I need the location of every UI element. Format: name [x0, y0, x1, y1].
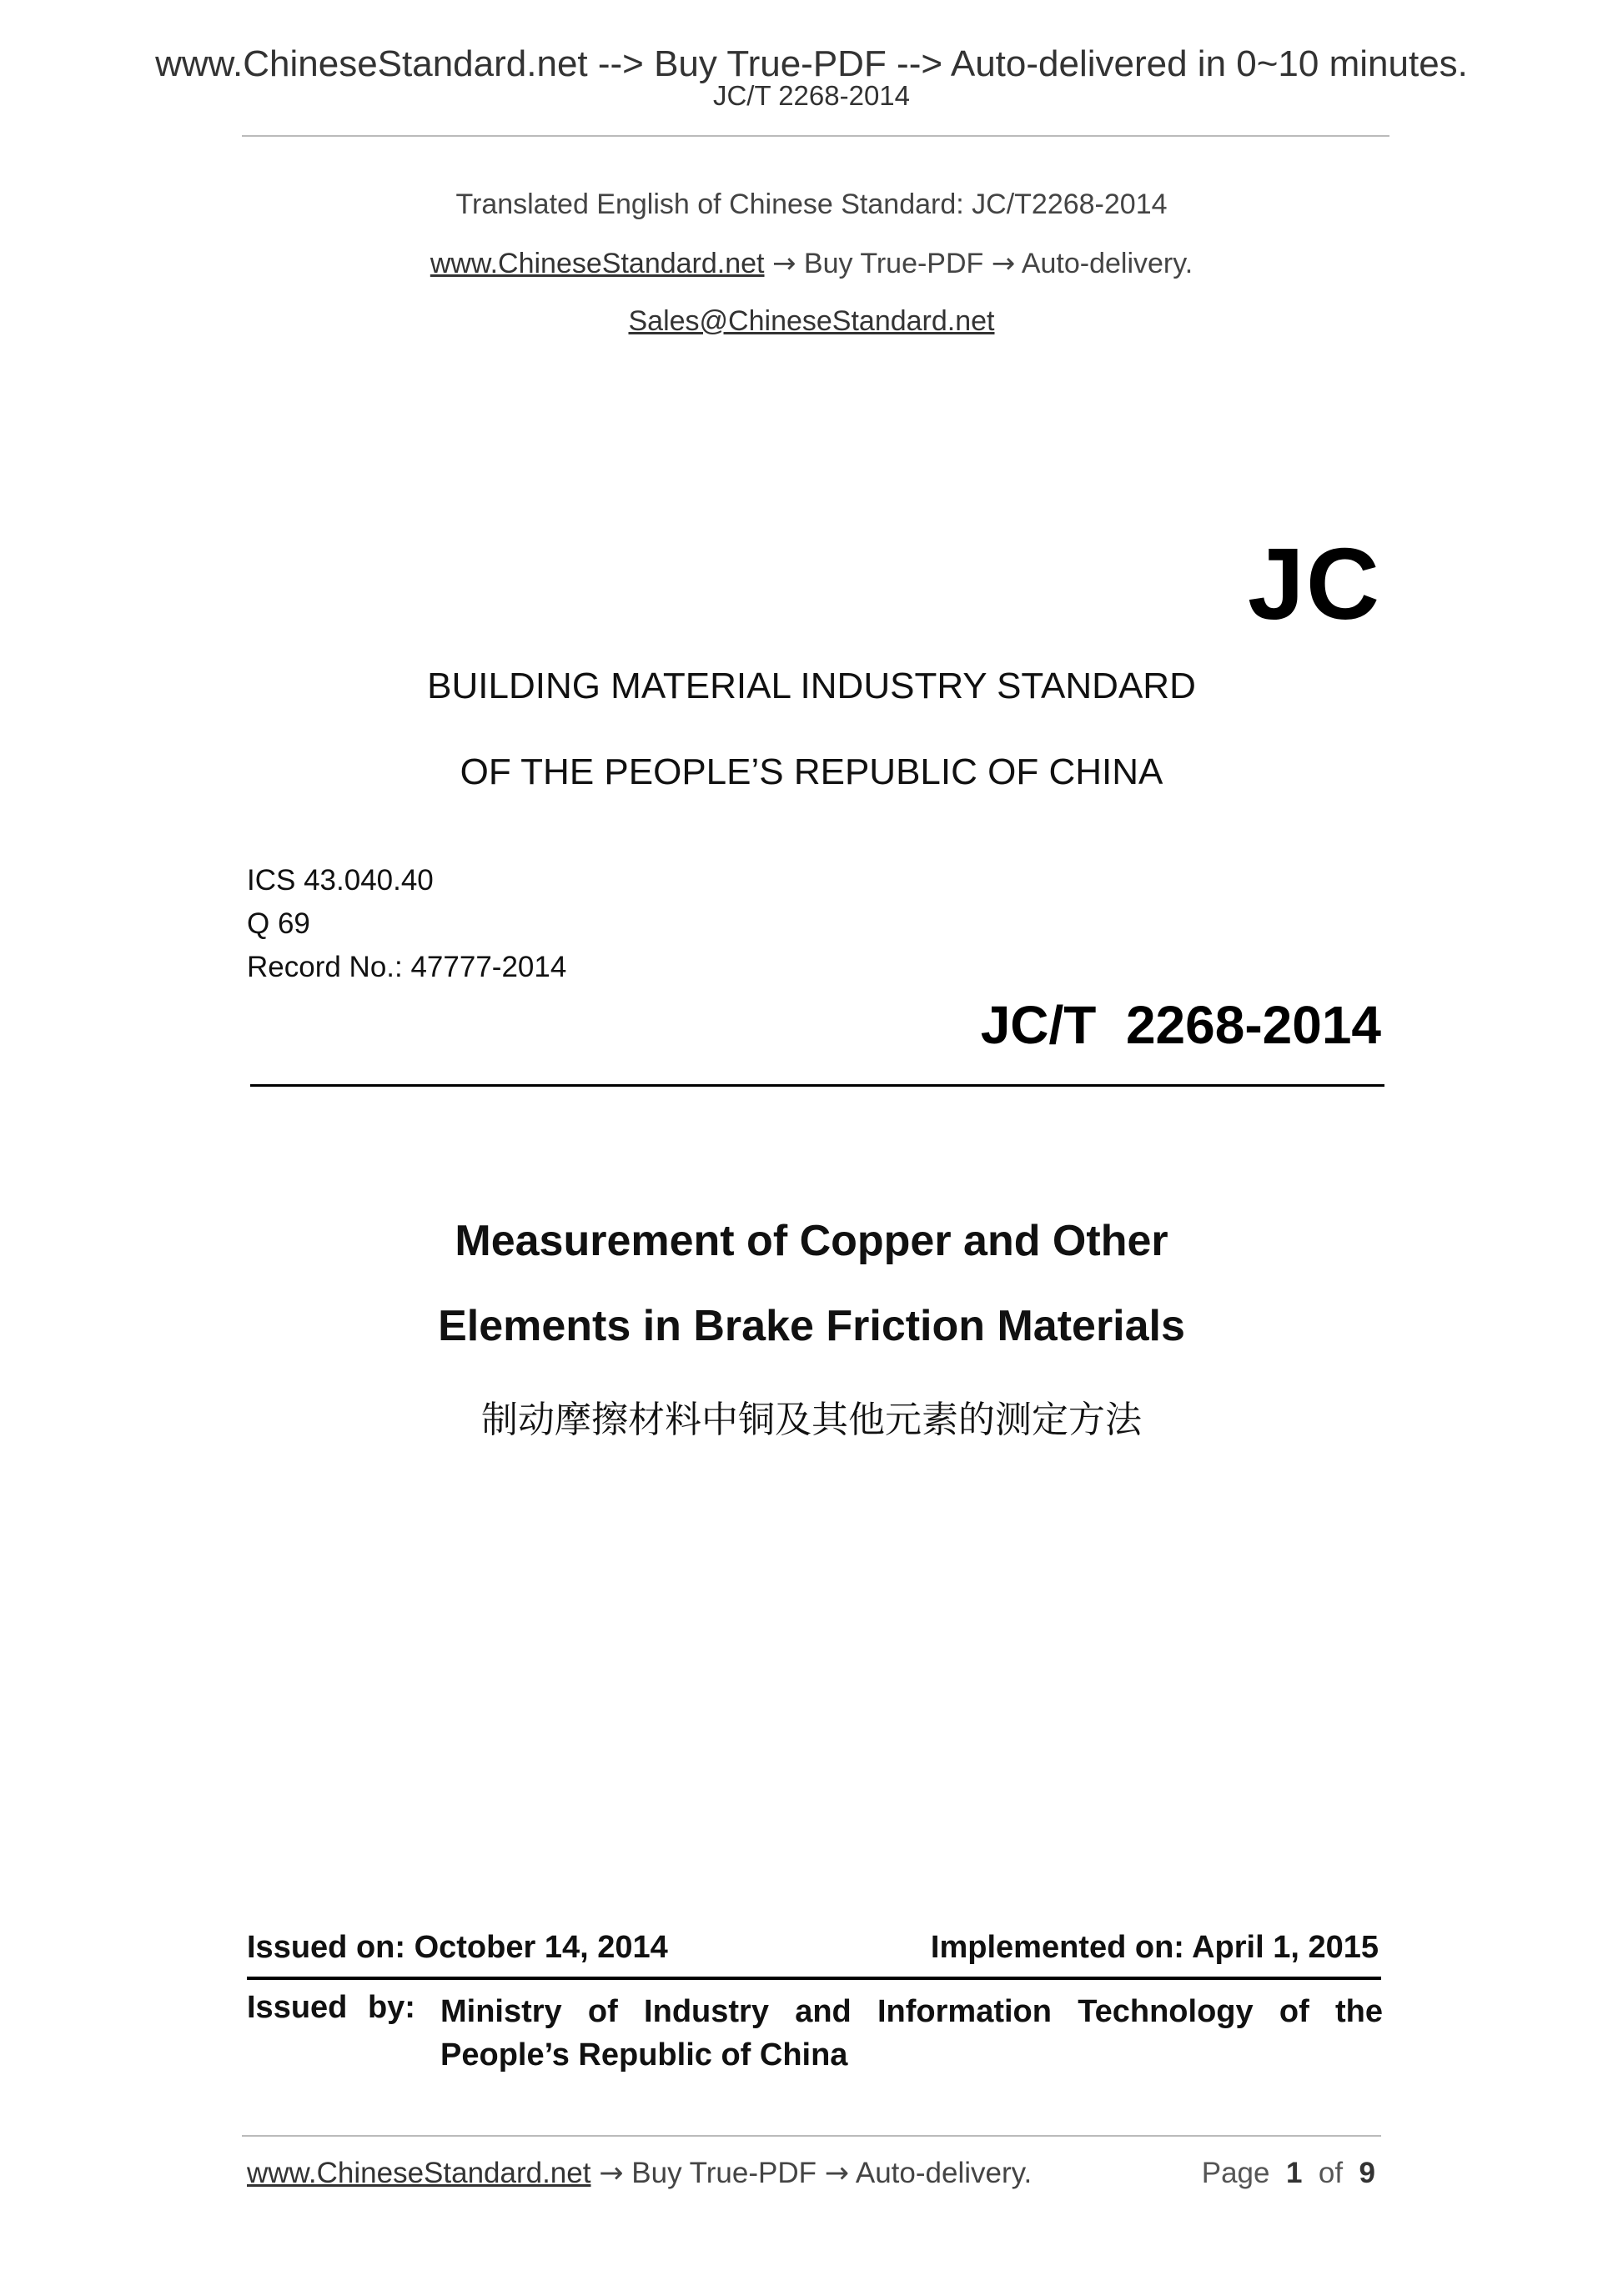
right-arrow-icon: → — [991, 247, 1016, 280]
buy-step: Buy True-PDF — [803, 248, 984, 279]
footer-website-link[interactable]: www.ChineseStandard.net — [247, 2157, 591, 2189]
record-number: Record No.: 47777-2014 — [247, 951, 567, 983]
issued-by-label: Issued by: — [247, 1990, 415, 2025]
buy-line — [0, 247, 1623, 280]
issue-divider — [247, 1977, 1381, 1980]
page-indicator — [1202, 2157, 1375, 2190]
ics-code: ICS 43.040.40 — [247, 864, 434, 897]
right-arrow-icon: → — [599, 2157, 624, 2190]
translated-title: Translated English of Chinese Standard: JC/T2268-2014 — [455, 188, 1168, 220]
page-current: 1 — [1285, 2157, 1303, 2189]
q-code: Q 69 — [247, 907, 310, 940]
title-divider — [250, 1084, 1384, 1087]
right-arrow-icon: → — [771, 247, 796, 280]
right-arrow-icon: → — [824, 2157, 850, 2190]
document-title-line1: Measurement of Copper and Other — [455, 1217, 1168, 1265]
issuing-authority: Ministry of Industry and Information Technology of the People’s Republic of China — [440, 1994, 1383, 2072]
document-title-line2: Elements in Brake Friction Materials — [438, 1302, 1185, 1350]
delivery-step: Auto-delivery. — [1021, 248, 1193, 279]
footer-buy-line — [247, 2157, 1032, 2190]
footer-delivery-step: Auto-delivery. — [855, 2157, 1033, 2189]
page-total: 9 — [1359, 2157, 1375, 2189]
footer-buy-step: Buy True-PDF — [631, 2157, 817, 2189]
document-title-chinese: 制动摩擦材料中铜及其他元素的测定方法 — [481, 1399, 1142, 1441]
jc-logo: JC — [1248, 527, 1381, 641]
issued-on-date: Issued on: October 14, 2014 — [247, 1930, 668, 1965]
sales-line — [0, 305, 1623, 338]
standard-type-line1: BUILDING MATERIAL INDUSTRY STANDARD — [427, 666, 1196, 706]
standard-type-line2: OF THE PEOPLE’S REPUBLIC OF CHINA — [460, 751, 1163, 792]
sales-email-link[interactable]: Sales@ChineseStandard.net — [628, 305, 995, 337]
header-divider — [242, 135, 1389, 137]
footer-divider — [242, 2135, 1381, 2137]
page-of: of — [1318, 2157, 1344, 2189]
page-label: Page — [1201, 2157, 1270, 2189]
website-link[interactable]: www.ChineseStandard.net — [430, 248, 765, 279]
header-standard-code: JC/T 2268-2014 — [712, 80, 911, 111]
implemented-on-date: Implemented on: April 1, 2015 — [930, 1930, 1379, 1965]
top-banner: www.ChineseStandard.net --> Buy True-PDF --> Auto-delivered in 0~10 minutes. — [155, 43, 1468, 84]
standard-number: JC/T 2268-2014 — [980, 995, 1381, 1055]
